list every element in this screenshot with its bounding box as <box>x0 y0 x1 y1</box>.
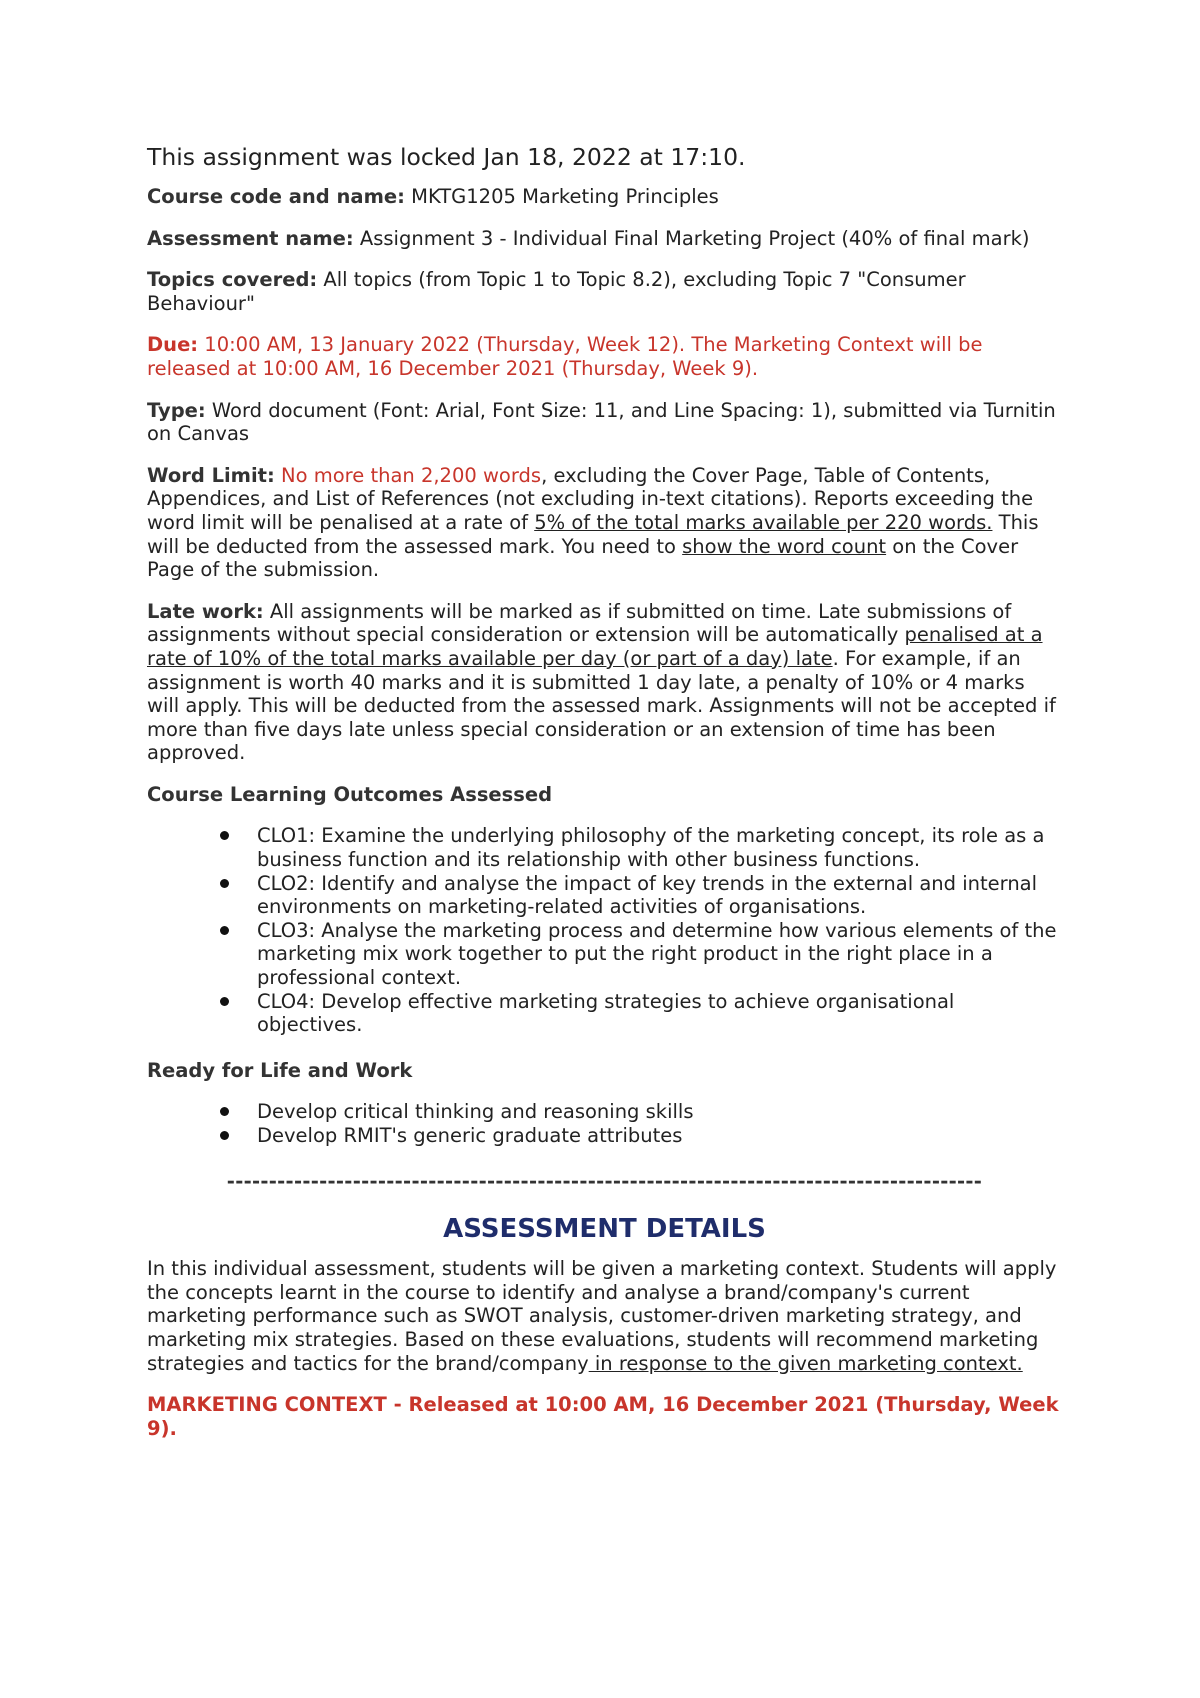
assessment-label: Assessment name: <box>147 226 354 250</box>
word-limit-value: No more than 2,200 words <box>281 463 542 487</box>
section-divider: ------------------------------------------------------------------------------------------ <box>226 1169 983 1193</box>
late-work-field <box>147 600 1062 765</box>
late-work-penalty: penalised at a rate of 10% of the total marks available per day (or part of a day) late <box>147 623 1043 670</box>
word-limit-text-1: , excluding the Cover Page, Table of Contents, Appendices, and List of References (not excluding in-text citations). Reports exceeding the word limit will be penalised at a rate of <box>147 463 1034 534</box>
word-count-requirement: show the word count <box>682 534 887 558</box>
word-limit-text-2: This will be deducted from the assessed mark. You need to <box>147 510 1039 558</box>
assignment-document <box>147 143 1062 1458</box>
type-value: Word document (Font: Arial, Font Size: 11, and Line Spacing: 1), submitted via Turnitin on Canvas <box>147 398 1056 446</box>
list-item: CLO4: Develop effective marketing strategies to achieve organisational objectives. <box>147 990 1062 1037</box>
due-value: 10:00 AM, 13 January 2022 (Thursday, Week 12). The Marketing Context will be released at 10:00 AM, 16 December 2021 (Thursday, Week 9). <box>147 333 983 380</box>
clo-list <box>147 824 1062 1036</box>
details-text: In this individual assessment, students will be given a marketing context. Students will apply the concepts learnt in the course to identify and analyse a brand/company's current marketing performance such as SWOT analysis, customer-driven marketing strategy, and marketing mix strategies. Based on these evaluations, students will recommend marketing strategies and tactics for the brand/company <box>147 1257 1057 1375</box>
clo-heading: Course Learning Outcomes Assessed <box>147 782 553 806</box>
type-label: Type: <box>147 398 206 422</box>
topics-value: All topics (from Topic 1 to Topic 8.2), excluding Topic 7 "Consumer Behaviour" <box>147 268 966 315</box>
locked-notice: This assignment was locked Jan 18, 2022 at 17:10. <box>147 143 746 171</box>
details-context-link: in response to the given marketing context. <box>588 1351 1023 1375</box>
course-value: MKTG1205 Marketing Principles <box>411 185 719 208</box>
late-work-text-1: All assignments will be marked as if submitted on time. Late submissions of assignments without special consideration or extension will be automatically <box>147 599 1012 647</box>
word-limit-label: Word Limit: <box>147 463 275 487</box>
list-item: CLO3: Analyse the marketing process and determine how various elements of the marketing mix work together to put the right product in the right place in a professional context. <box>147 919 1062 990</box>
topics-label: Topics covered: <box>147 268 318 292</box>
topics-field <box>147 268 1062 315</box>
course-label: Course code and name: <box>147 185 405 208</box>
assessment-details-title: ASSESSMENT DETAILS <box>443 1214 766 1245</box>
assessment-value: Assignment 3 - Individual Final Marketing Project (40% of final mark) <box>359 226 1030 250</box>
list-item: CLO1: Examine the underlying philosophy of the marketing concept, its role as a business function and its relationship with other business functions. <box>147 824 1062 871</box>
assessment-field <box>147 227 1062 251</box>
list-item: CLO2: Identify and analyse the impact of key trends in the external and internal environments on marketing-related activities of organisations. <box>147 872 1062 919</box>
course-field <box>147 185 1062 209</box>
ready-list <box>147 1100 1062 1147</box>
list-item: Develop critical thinking and reasoning skills <box>147 1100 1062 1124</box>
marketing-context-release: MARKETING CONTEXT - Released at 10:00 AM, 16 December 2021 (Thursday, Week 9). <box>147 1393 1059 1440</box>
list-item: Develop RMIT's generic graduate attributes <box>147 1124 1062 1148</box>
due-label: Due: <box>147 333 199 357</box>
late-work-label: Late work: <box>147 599 264 623</box>
assessment-details-body <box>147 1257 1062 1375</box>
word-limit-field <box>147 464 1062 582</box>
word-limit-penalty: 5% of the total marks available per 220 words. <box>534 510 993 534</box>
ready-heading: Ready for Life and Work <box>147 1058 413 1082</box>
word-limit-text-3: on the Cover Page of the submission. <box>147 534 1019 582</box>
due-field <box>147 333 1062 380</box>
type-field <box>147 399 1062 446</box>
late-work-text-2: . For example, if an assignment is worth 40 marks and it is submitted 1 day late, a penalty of 10% or 4 marks will apply. This will be deducted from the assessed mark. Assignments will not be accepted if more than five days late unless special consideration or an extension of time has been approved. <box>147 646 1056 765</box>
